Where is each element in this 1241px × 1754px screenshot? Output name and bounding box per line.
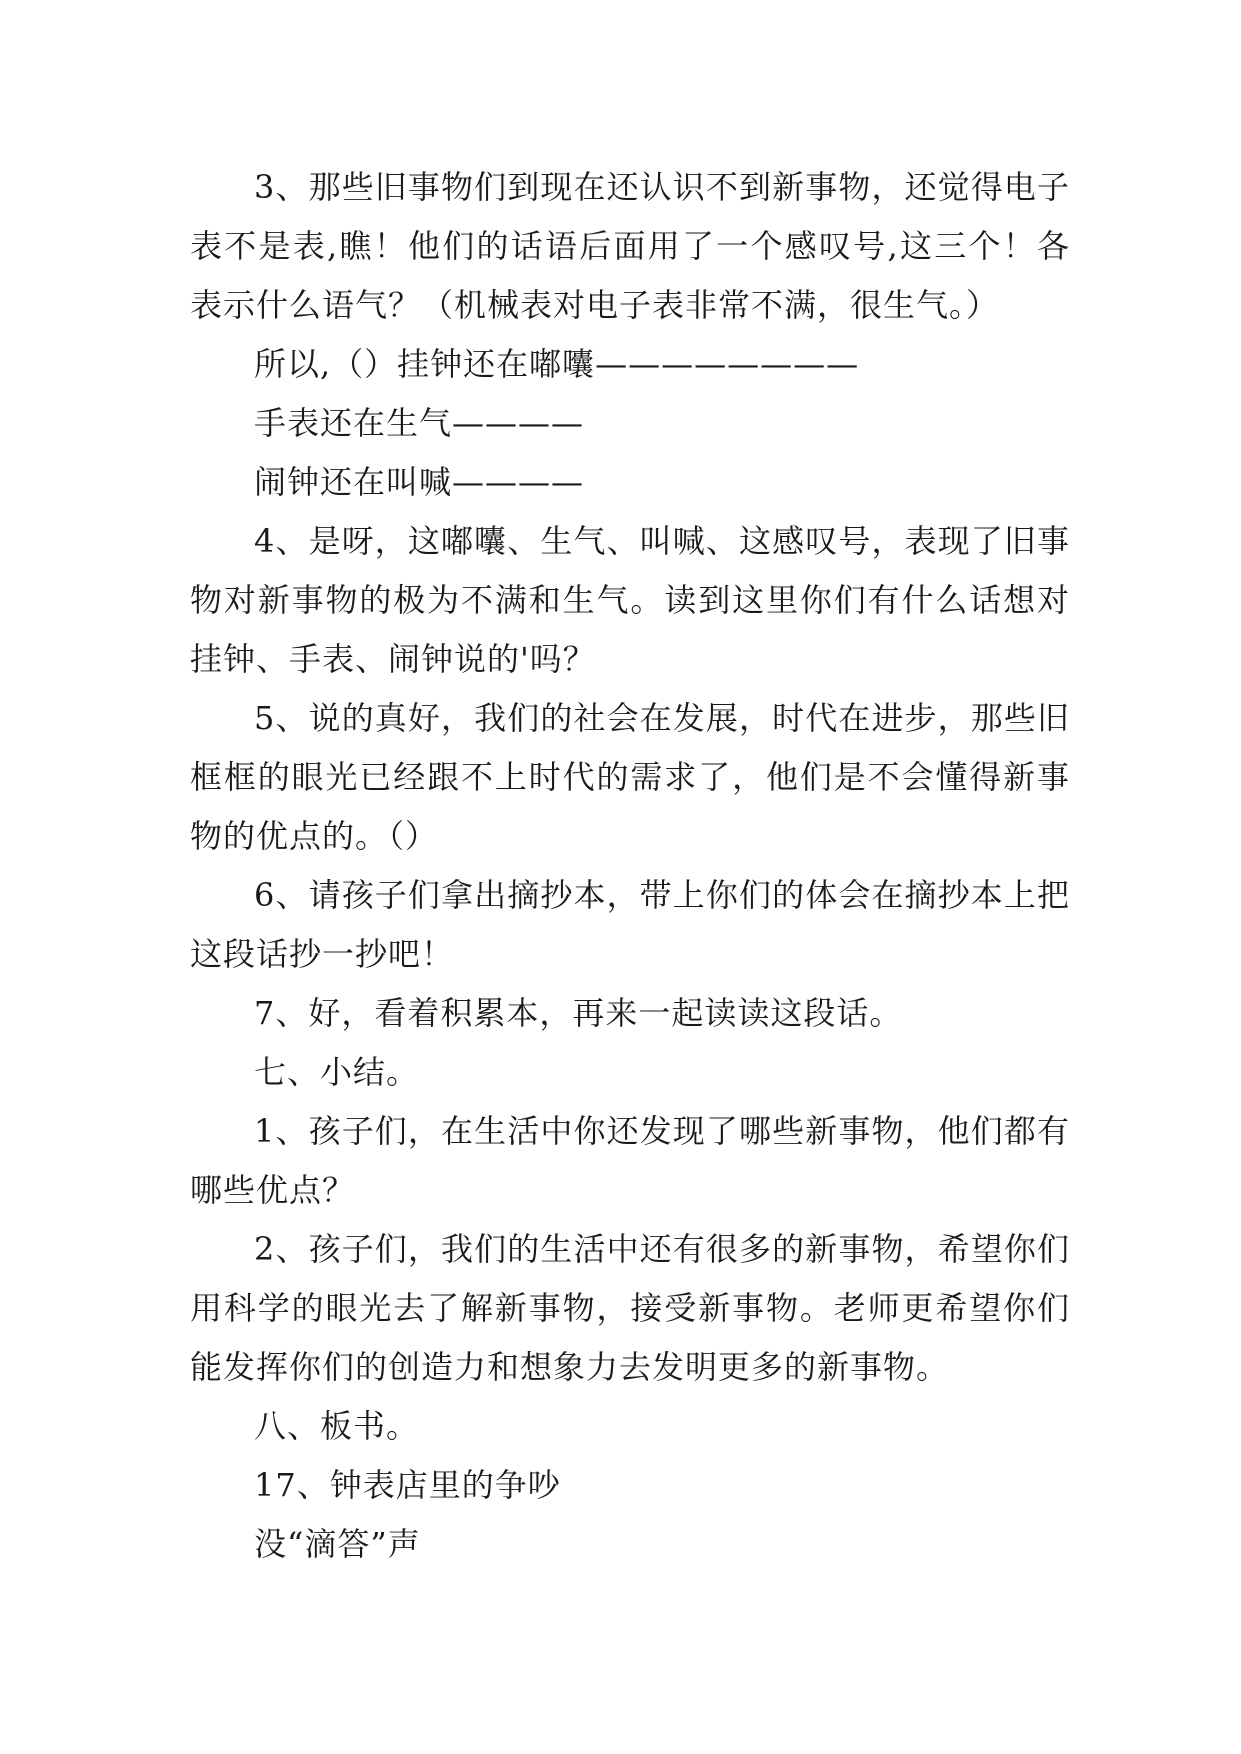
section-heading-summary: 七、小结。 (254, 1053, 420, 1091)
paragraph-clock-murmur: 所以,（）挂钟还在嘟囔———————— (254, 345, 860, 383)
paragraph-summary-2: 2、孩子们，我们的生活中还有很多的新事物，希望你们用科学的眼光去了解新事物，接受新事物。老师更希望你们能发挥你们的创造力和想象力去发明更多的新事物。 (190, 1230, 1070, 1386)
paragraph-question-5: 5、说的真好，我们的社会在发展，时代在进步，那些旧框框的眼光已经跟不上时代的需求了，他们是不会懂得新事物的优点的。（） (190, 699, 1070, 855)
paragraph-summary-1: 1、孩子们，在生活中你还发现了哪些新事物，他们都有哪些优点？ (190, 1112, 1070, 1209)
paragraph-alarm-shout: 闹钟还在叫喊———— (254, 463, 585, 501)
board-title: 17、钟表店里的争吵 (254, 1466, 561, 1504)
paragraph-question-3: 3、那些旧事物们到现在还认识不到新事物，还觉得电子表不是表,瞧！他们的话语后面用了一个感叹号,这三个！各表示什么语气？（机械表对电子表非常不满，很生气。） (190, 168, 1070, 324)
section-heading-board: 八、板书。 (254, 1407, 420, 1445)
paragraph-watch-angry: 手表还在生气———— (254, 404, 585, 442)
document-body (190, 158, 1070, 1574)
board-line: 没“滴答”声 (254, 1525, 421, 1563)
paragraph-question-7: 7、好，看着积累本，再来一起读读这段话。 (254, 994, 903, 1032)
paragraph-question-6: 6、请孩子们拿出摘抄本，带上你们的体会在摘抄本上把这段话抄一抄吧！ (190, 876, 1070, 973)
paragraph-question-4: 4、是呀，这嘟囔、生气、叫喊、这感叹号，表现了旧事物对新事物的极为不满和生气。读到这里你们有什么话想对挂钟、手表、闹钟说的'吗？ (190, 522, 1070, 678)
